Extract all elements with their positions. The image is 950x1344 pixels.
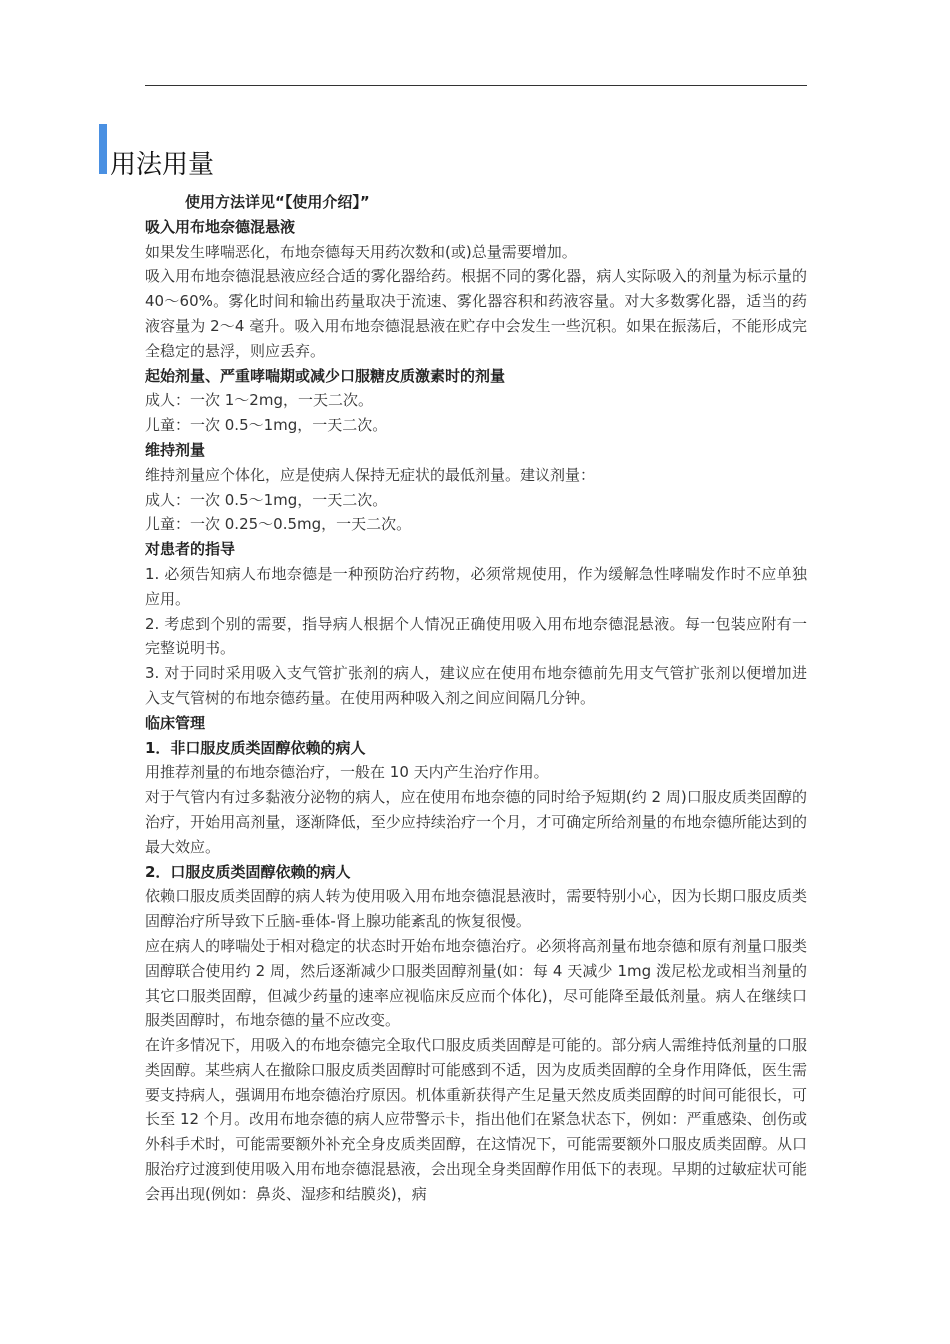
subheading: 对患者的指导 [145, 540, 236, 559]
body-paragraph: 3. 对于同时采用吸入支气管扩张剂的病人，建议应在使用布地奈德前先用支气管扩张剂以便增加进入支气管树的布地奈德药量。在使用两种吸入剂之间应间隔几分钟。 [145, 664, 807, 707]
body-paragraph: 应在病人的哮喘处于相对稳定的状态时开始布地奈德治疗。必须将高剂量布地奈德和原有剂量口服类固醇联合使用约 2 周，然后逐渐减少口服类固醇剂量(如：每 4 天减少 1mg 泼尼松龙或相当剂量的其它口服类固醇，但减少药量的速率应视临床反应而个体化)，尽可能降至最低剂量。病人在继续口服类固醇时，布地奈德的量不应改变。 [145, 936, 807, 1030]
document-body [145, 190, 807, 1207]
body-paragraph: 在许多情况下，用吸入的布地奈德完全取代口服皮质类固醇是可能的。部分病人需维持低剂量的口服类固醇。某些病人在撤除口服皮质类固醇时可能感到不适，因为皮质类固醇的全身作用降低，医生需要支持病人，强调用布地奈德治疗原因。机体重新获得产生足量天然皮质类固醇的时间可能很长，可长至 12 个月。改用布地奈德的病人应带警示卡，指出他们在紧急状态下，例如：严重感染、创伤或外科手术时，可能需要额外补充全身皮质类固醇，在这情况下，可能需要额外口服皮质类固醇。从口服治疗过渡到使用吸入用布地奈德混悬液，会出现全身类固醇作用低下的表现。早期的过敏症状可能会再出现(例如：鼻炎、湿疹和结膜炎)，病 [145, 1036, 807, 1203]
subheading: 2．口服皮质类固醇依赖的病人 [145, 862, 351, 881]
heading-accent-bar [99, 124, 107, 174]
body-paragraph: 2. 考虑到个别的需要，指导病人根据个人情况正确使用吸入用布地奈德混悬液。每一包装应附有一完整说明书。 [145, 614, 807, 658]
body-paragraph: 成人：一次 1～2mg，一天二次。 [145, 391, 373, 410]
subheading: 1．非口服皮质类固醇依赖的病人 [145, 738, 366, 757]
body-paragraph: 如果发生哮喘恶化，布地奈德每天用药次数和(或)总量需要增加。 [145, 242, 577, 261]
body-paragraph: 吸入用布地奈德混悬液应经合适的雾化器给药。根据不同的雾化器，病人实际吸入的剂量为标示量的 40～60%。雾化时间和输出药量取决于流速、雾化器容积和药液容量。对大多数雾化器，适当的药液容量为 2～4 毫升。吸入用布地奈德混悬液在贮存中会发生一些沉积。如果在振荡后，不能形成完全稳定的悬浮，则应丢弃。 [145, 267, 807, 360]
subheading: 临床管理 [145, 713, 206, 732]
body-paragraph: 维持剂量应个体化，应是使病人保持无症状的最低剂量。建议剂量： [145, 465, 596, 484]
body-paragraph: 用推荐剂量的布地奈德治疗，一般在 10 天内产生治疗作用。 [145, 763, 549, 782]
body-paragraph: 儿童：一次 0.5～1mg，一天二次。 [145, 416, 388, 435]
usage-note: 使用方法详见“【使用介绍】” [185, 193, 370, 211]
body-paragraph: 对于气管内有过多黏液分泌物的病人，应在使用布地奈德的同时给予短期(约 2 周)口服皮质类固醇的治疗，开始用高剂量，逐渐降低，至少应持续治疗一个月，才可确定所给剂量的布地奈德所能达到的最大效应。 [145, 788, 807, 856]
body-paragraph: 儿童：一次 0.25～0.5mg，一天二次。 [145, 515, 412, 534]
body-paragraph: 依赖口服皮质类固醇的病人转为使用吸入用布地奈德混悬液时，需要特别小心，因为长期口服皮质类固醇治疗所导致下丘脑-垂体-肾上腺功能紊乱的恢复很慢。 [145, 887, 807, 931]
top-divider [145, 85, 807, 86]
subheading: 吸入用布地奈德混悬液 [145, 217, 296, 236]
body-paragraph: 1. 必须告知病人布地奈德是一种预防治疗药物，必须常规使用，作为缓解急性哮喘发作时不应单独应用。 [145, 564, 807, 608]
section-heading: 用法用量 [110, 150, 215, 181]
subheading: 起始剂量、严重哮喘期或减少口服糖皮质激素时的剂量 [145, 366, 506, 385]
body-paragraph: 成人：一次 0.5～1mg，一天二次。 [145, 490, 388, 509]
subheading: 维持剂量 [145, 440, 206, 459]
